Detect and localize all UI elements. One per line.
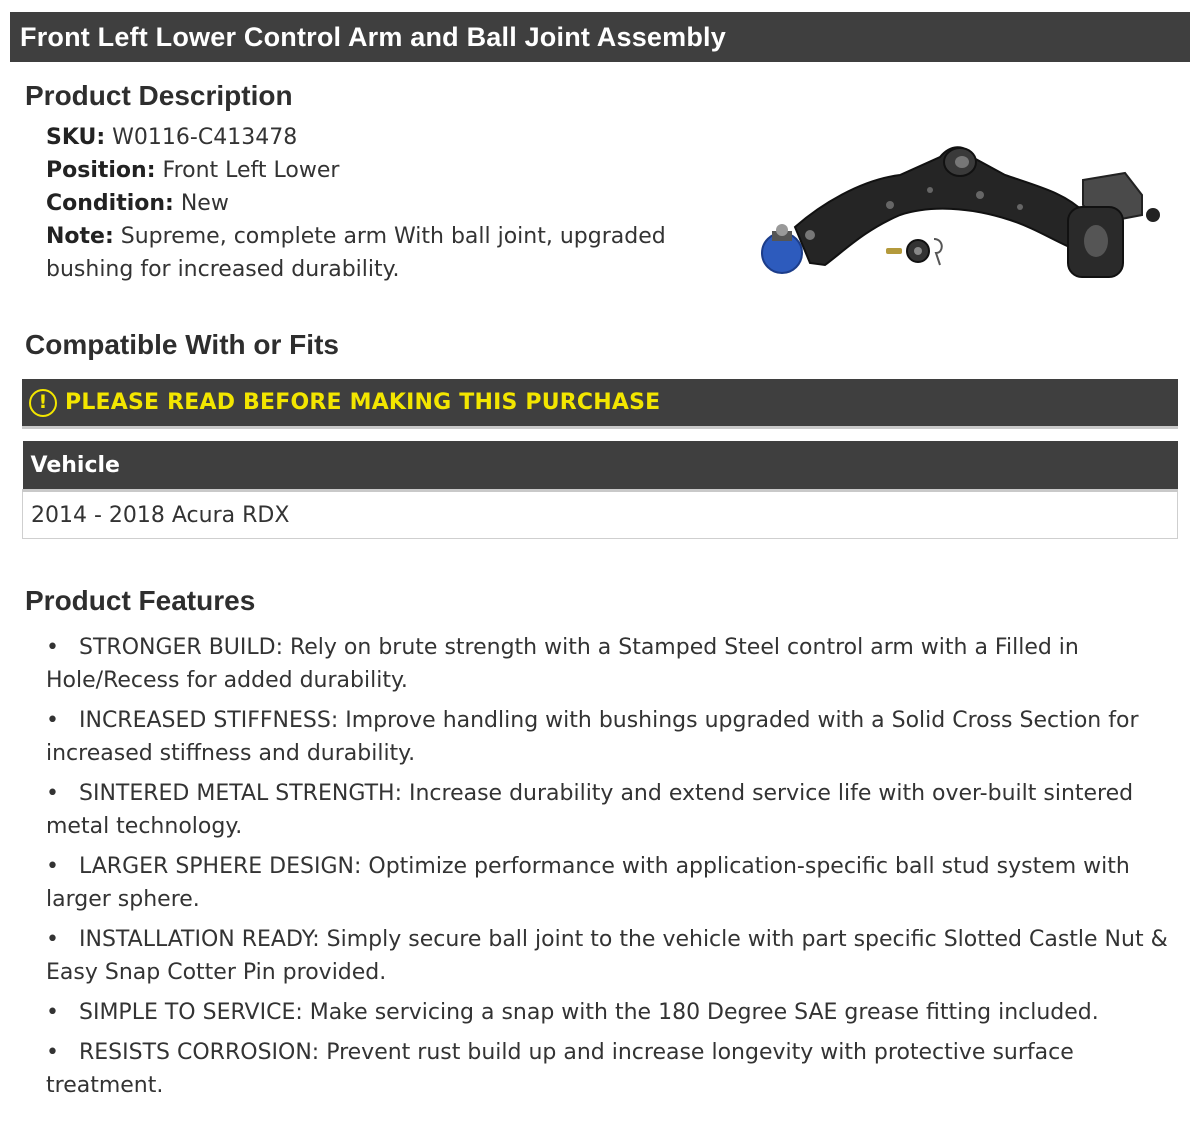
list-item xyxy=(46,923,1182,989)
cotter-pin xyxy=(934,239,942,265)
feature-text: LARGER SPHERE DESIGN: Optimize performance with application-specific ball stud system with larger sphere. xyxy=(46,854,1130,912)
bullet: • xyxy=(46,1040,59,1065)
list-item xyxy=(46,704,1182,770)
position-value: Front Left Lower xyxy=(162,158,340,183)
note-label: Note: xyxy=(46,224,114,249)
bullet: • xyxy=(46,927,59,952)
control-arm-image xyxy=(750,135,1170,295)
bullet: • xyxy=(46,635,59,660)
feature-text: STRONGER BUILD: Rely on brute strength with a Stamped Steel control arm with a Filled in Hole/Recess for added durability. xyxy=(46,635,1079,693)
vehicle-cell: 2014 - 2018 Acura RDX xyxy=(23,491,1178,539)
page-title: Front Left Lower Control Arm and Ball Joint Assembly xyxy=(20,22,726,52)
sku-row xyxy=(46,121,706,154)
bullet: • xyxy=(46,1000,59,1025)
feature-text: INCREASED STIFFNESS: Improve handling with bushings upgraded with a Solid Cross Section for increased stiffness and durability. xyxy=(46,708,1139,766)
compatibility-heading: Compatible With or Fits xyxy=(25,329,339,360)
feature-text: INSTALLATION READY: Simply secure ball joint to the vehicle with part specific Slotted Castle Nut & Easy Snap Cotter Pin provided. xyxy=(46,927,1168,985)
product-description xyxy=(46,121,706,286)
list-item xyxy=(46,631,1182,697)
arm-body xyxy=(795,147,1085,265)
sku-label: SKU: xyxy=(46,125,106,150)
warning-text: PLEASE READ BEFORE MAKING THIS PURCHASE xyxy=(65,390,661,415)
list-item xyxy=(46,1036,1182,1102)
note-row xyxy=(46,220,706,286)
table-row xyxy=(23,491,1178,539)
position-label: Position: xyxy=(46,158,156,183)
purchase-warning xyxy=(22,379,1178,429)
product-features-heading: Product Features xyxy=(25,585,256,616)
feature-text: RESISTS CORROSION: Prevent rust build up and increase longevity with protective surface treatment. xyxy=(46,1040,1074,1098)
condition-value: New xyxy=(180,191,229,216)
vehicle-table xyxy=(22,441,1178,539)
sku-value: W0116-C413478 xyxy=(112,125,298,150)
feature-text: SIMPLE TO SERVICE: Make servicing a snap with the 180 Degree SAE grease fitting included. xyxy=(79,1000,1099,1025)
position-row xyxy=(46,154,706,187)
list-item xyxy=(46,996,1182,1029)
grease-fitting xyxy=(886,248,902,254)
vehicle-column-header: Vehicle xyxy=(23,441,1178,491)
features-list xyxy=(46,631,1182,1109)
note-value: Supreme, complete arm With ball joint, upgraded bushing for increased durability. xyxy=(46,224,666,282)
feature-text: SINTERED METAL STRENGTH: Increase durability and extend service life with over-built sintered metal technology. xyxy=(46,781,1134,839)
list-item xyxy=(46,777,1182,843)
title-bar xyxy=(10,12,1190,62)
bullet: • xyxy=(46,708,59,733)
bullet: • xyxy=(46,854,59,879)
condition-label: Condition: xyxy=(46,191,174,216)
list-item xyxy=(46,850,1182,916)
product-description-heading: Product Description xyxy=(25,80,293,111)
warning-icon: ! xyxy=(29,389,57,417)
condition-row xyxy=(46,187,706,220)
bullet: • xyxy=(46,781,59,806)
